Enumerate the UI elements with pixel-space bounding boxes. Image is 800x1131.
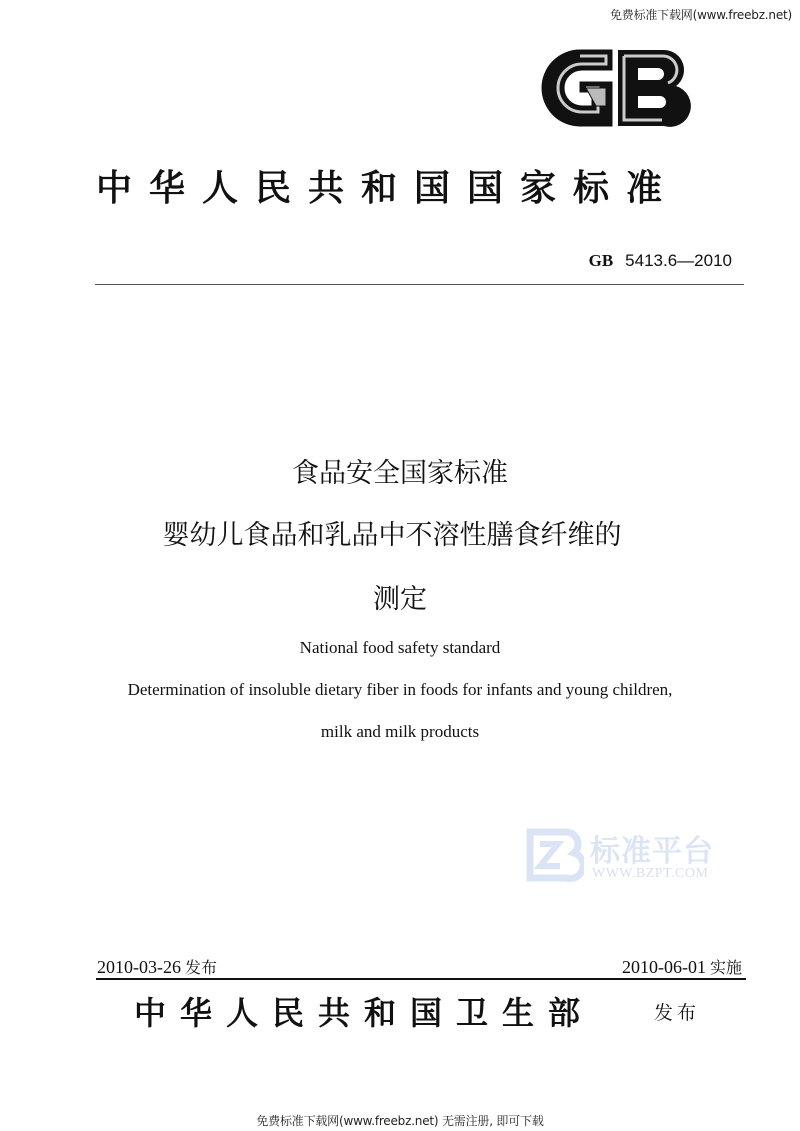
- bzpt-logo-icon: [526, 828, 584, 882]
- cn-title-line-3: 测定: [373, 584, 427, 615]
- gb-logo-icon: [540, 48, 692, 128]
- bzpt-cn-text: 标准平台: [590, 834, 714, 869]
- issue-date-label: 发布: [185, 958, 218, 977]
- effective-date-value: 2010-06-01: [621, 957, 706, 977]
- header-divider: [95, 284, 744, 285]
- standard-prefix: GB: [588, 251, 614, 270]
- standard-number: 5413.6—2010: [625, 251, 732, 270]
- bzpt-watermark: [526, 826, 726, 886]
- issue-date: [97, 955, 217, 978]
- cn-title-line-1: 食品安全国家标准: [292, 458, 508, 489]
- en-title-line-3: milk and milk products: [320, 722, 480, 741]
- footer-divider: [96, 978, 746, 980]
- effective-date-label: 实施: [709, 958, 742, 977]
- en-title-line-1: National food safety standard: [299, 638, 501, 657]
- issue-date-value: 2010-03-26: [97, 957, 181, 977]
- national-standard-title: 中华人民共和国国家标准: [96, 167, 680, 209]
- effective-date: [622, 955, 742, 978]
- standard-code: [589, 251, 732, 271]
- top-watermark: 免费标准下载网(www.freebz.net): [609, 8, 792, 22]
- en-title-line-2: Determination of insoluble dietary fiber in foods for infants and young children,: [127, 680, 673, 699]
- issuer-label: 发布: [654, 1002, 701, 1024]
- bottom-watermark: 免费标准下载网(www.freebz.net) 无需注册, 即可下载: [256, 1114, 544, 1128]
- issuer-name: 中华人民共和国卫生部: [134, 994, 595, 1032]
- bzpt-url-text: WWW.BZPT.COM: [592, 866, 709, 881]
- cn-title-line-2: 婴幼儿食品和乳品中不溶性膳食纤维的: [162, 520, 622, 551]
